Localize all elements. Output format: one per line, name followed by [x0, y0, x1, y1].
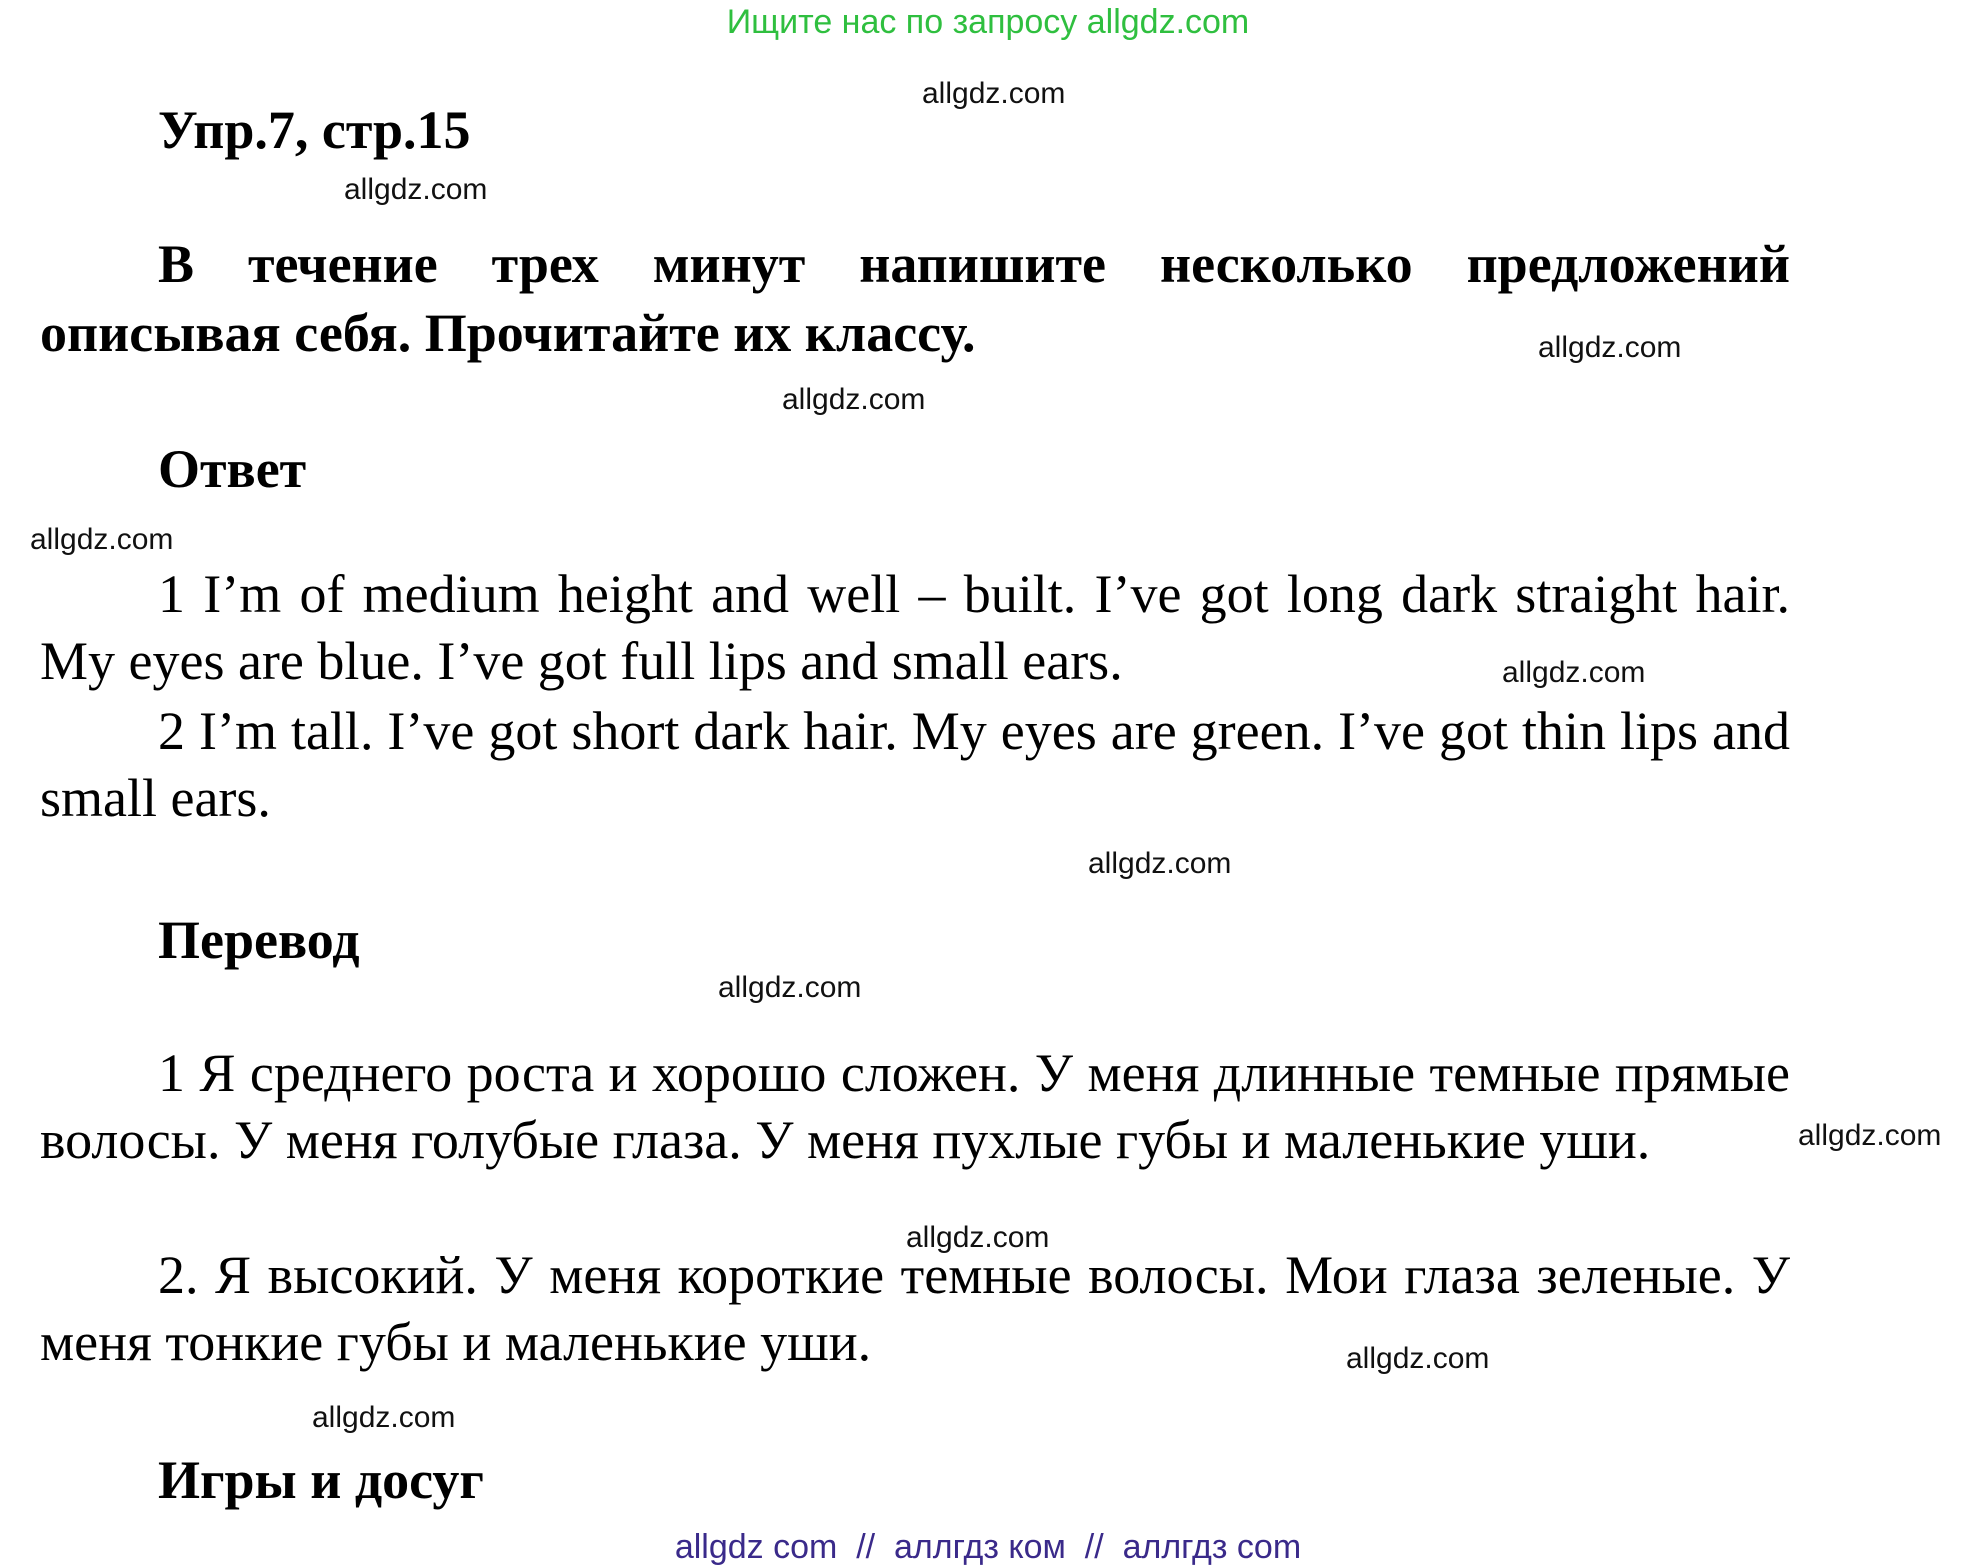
task-text-content: В течение трех минут напишите несколько предложений описывая себя. Прочитайте их классу. — [40, 234, 1790, 363]
watermark: allgdz.com — [1538, 331, 1682, 364]
footer-link-allgdz[interactable]: allgdz com — [674, 1528, 838, 1566]
footer-link-allgdz-mixed[interactable]: аллгдз com — [1122, 1528, 1302, 1566]
translation-heading: Перевод — [158, 910, 360, 970]
answer-item-2 — [40, 698, 1790, 832]
answer-item-1-text: 1 I’m of medium height and well – built. I’ve got long dark straight hair. My eyes are blue. I’ve got full lips and small ears. — [40, 564, 1790, 691]
footer — [0, 1526, 1976, 1568]
watermark: allgdz.com — [922, 77, 1066, 110]
translation-item-2-text: 2. Я высокий. У меня короткие темные волосы. Мои глаза зеленые. У меня тонкие губы и маленькие уши. — [40, 1245, 1790, 1372]
watermark: allgdz.com — [1346, 1342, 1490, 1375]
footer-separator: // — [837, 1528, 895, 1566]
answer-heading: Ответ — [158, 439, 307, 499]
page-title: Упр.7, стр.15 — [158, 100, 471, 160]
watermark: allgdz.com — [718, 971, 862, 1004]
watermark: allgdz.com — [782, 383, 926, 416]
top-banner: Ищите нас по запросу allgdz.com — [726, 3, 1250, 41]
footer-separator: // — [1065, 1528, 1123, 1566]
answer-item-2-text: 2 I’m tall. I’ve got short dark hair. My eyes are green. I’ve got thin lips and small ears. — [40, 701, 1790, 828]
watermark: allgdz.com — [906, 1221, 1050, 1254]
games-heading: Игры и досуг — [158, 1450, 484, 1510]
translation-item-1-text: 1 Я среднего роста и хорошо сложен. У меня длинные темные прямые волосы. У меня голубые глаза. У меня пухлые губы и маленькие уши. — [40, 1043, 1790, 1170]
translation-item-2 — [40, 1242, 1790, 1376]
task-text — [40, 230, 1790, 368]
watermark: allgdz.com — [30, 523, 174, 556]
watermark: allgdz.com — [312, 1401, 456, 1434]
watermark: allgdz.com — [1798, 1119, 1942, 1152]
translation-item-1 — [40, 1040, 1790, 1174]
watermark: allgdz.com — [1088, 847, 1232, 880]
footer-link-allgdz-cyr[interactable]: аллгдз ком — [894, 1528, 1066, 1566]
watermark: allgdz.com — [1502, 656, 1646, 689]
watermark: allgdz.com — [344, 173, 488, 206]
